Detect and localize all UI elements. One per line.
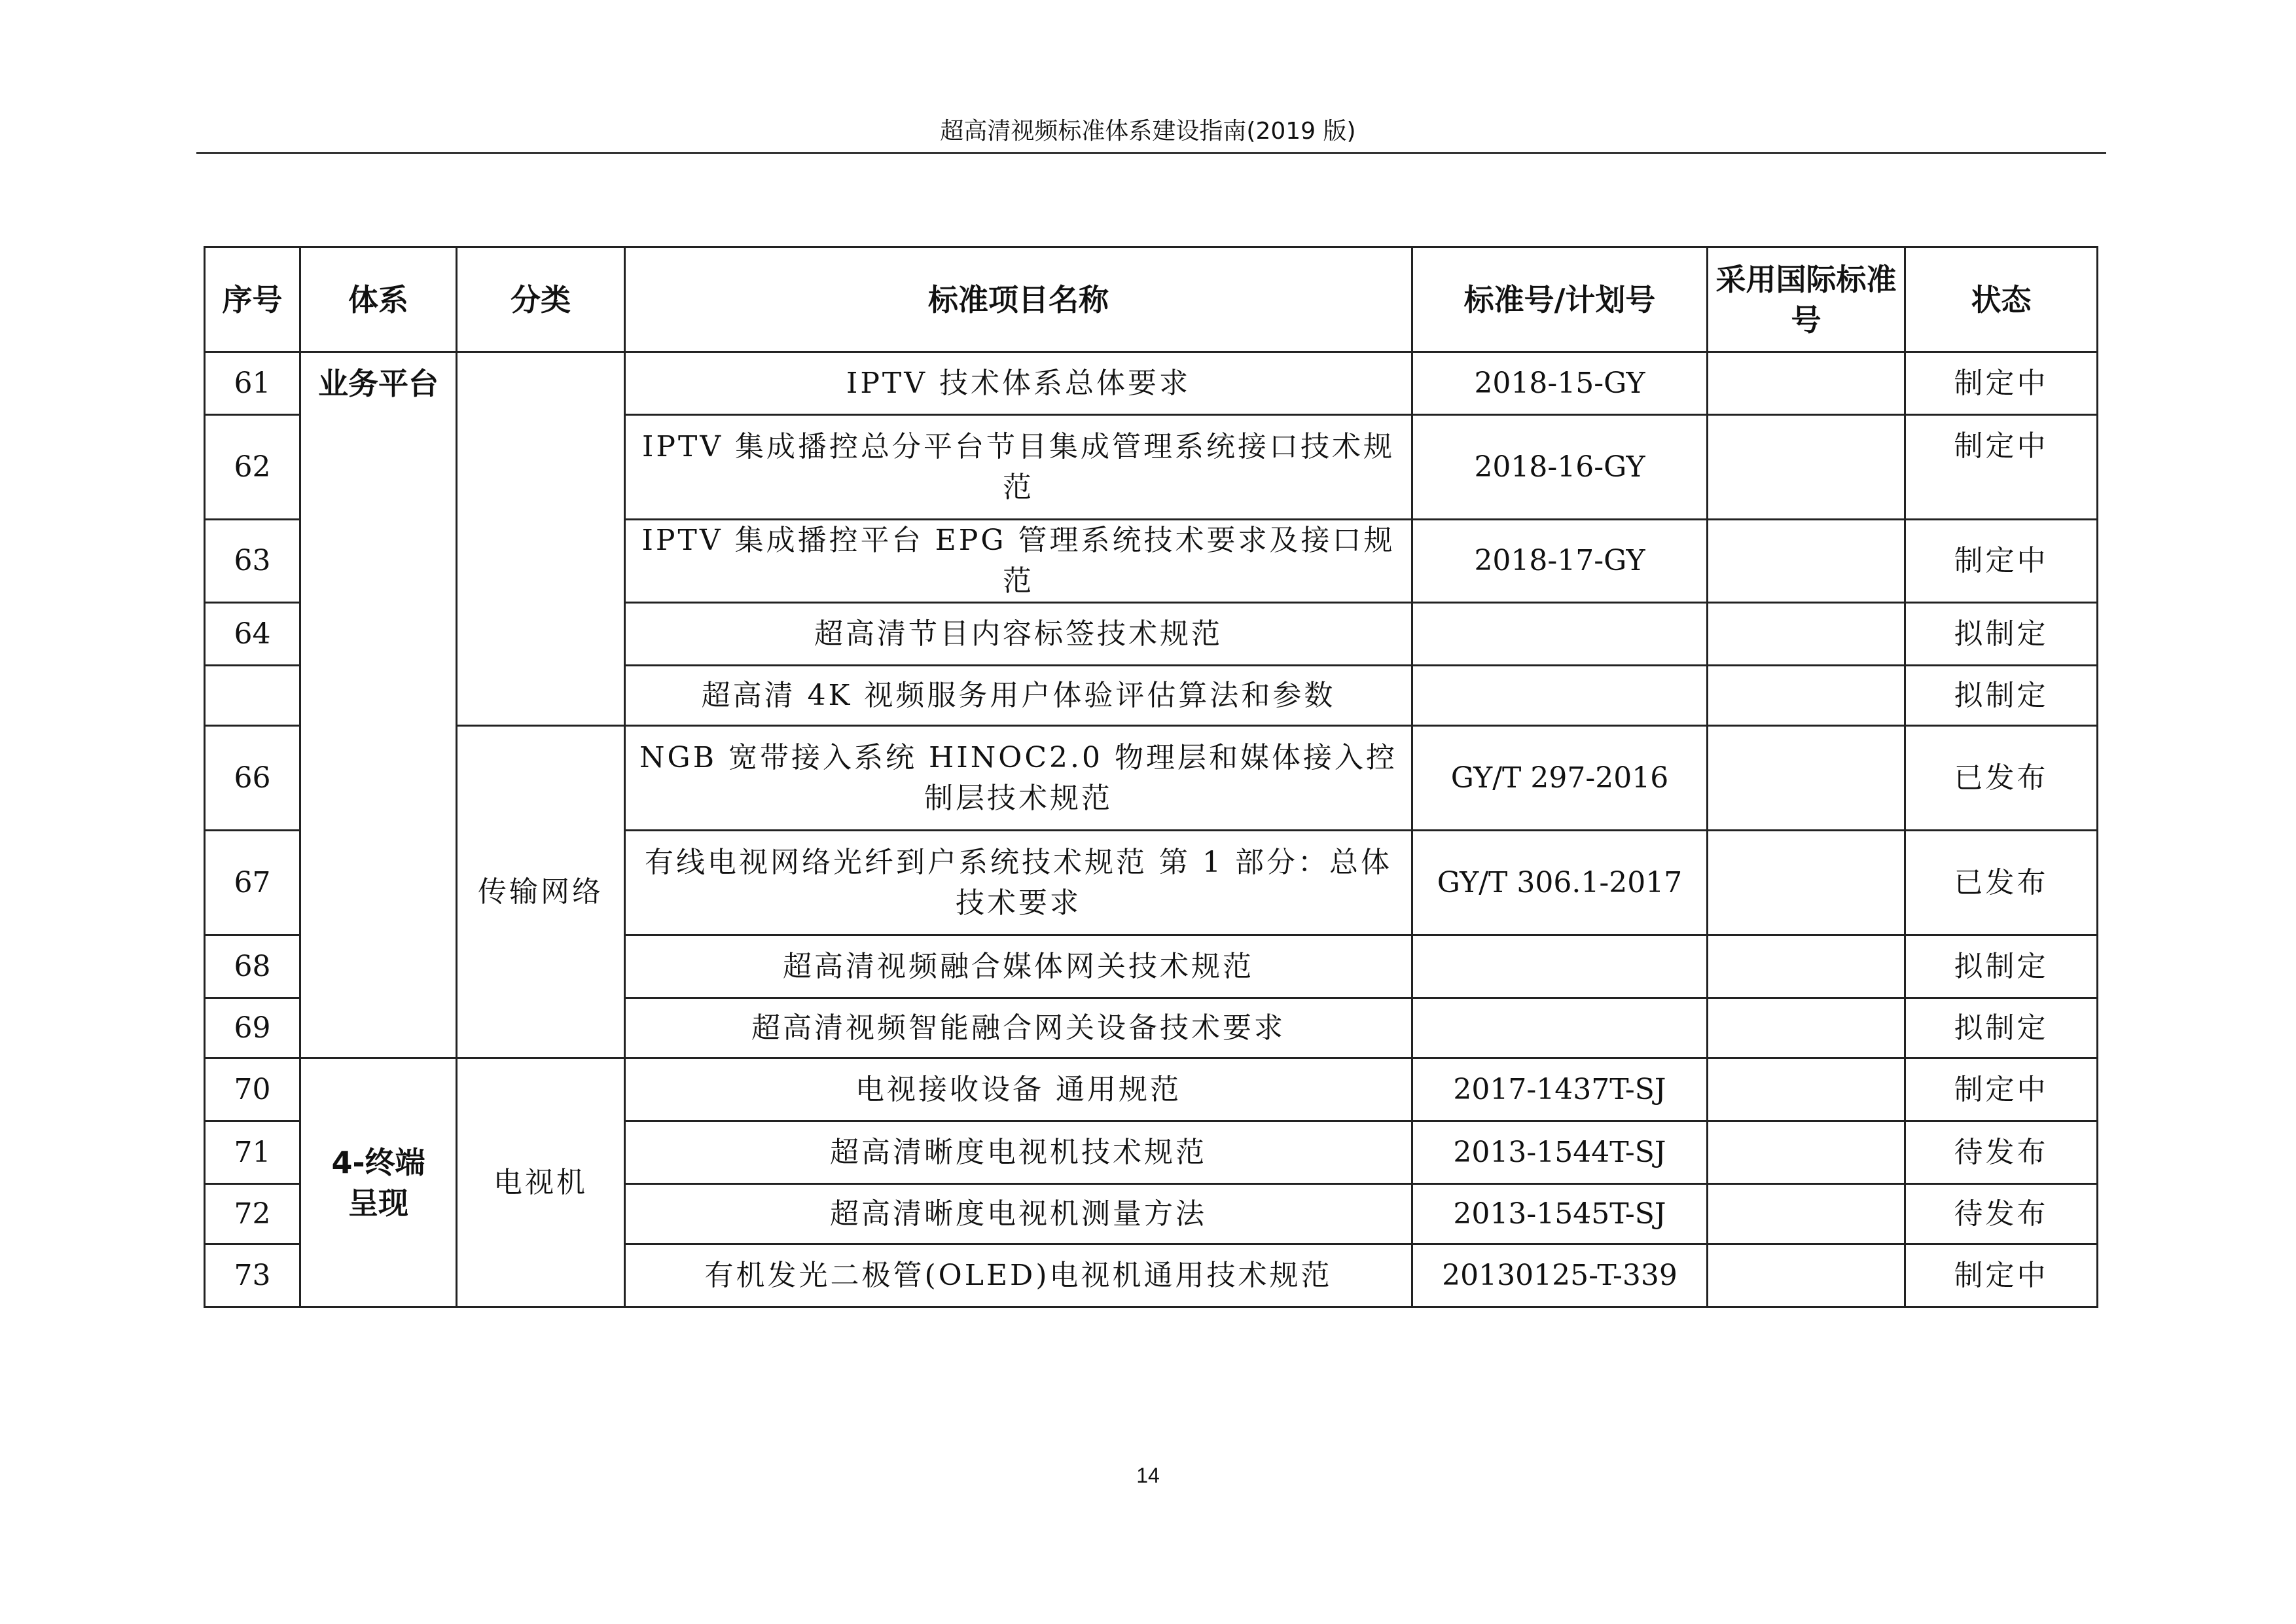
row-intl — [1708, 1184, 1905, 1244]
col-header-status: 状态 — [1905, 247, 2098, 352]
row-no: 62 — [205, 415, 300, 520]
row-intl — [1708, 1058, 1905, 1121]
row-no: 69 — [205, 998, 300, 1058]
row-status: 拟制定 — [1905, 998, 2098, 1058]
row-code: GY/T 306.1-2017 — [1412, 831, 1708, 935]
col-header-category: 分类 — [457, 247, 625, 352]
row-status: 制定中 — [1905, 1058, 2098, 1121]
row-status: 制定中 — [1905, 520, 2098, 603]
row-no: 67 — [205, 831, 300, 935]
row-intl — [1708, 352, 1905, 415]
row-code — [1412, 998, 1708, 1058]
category-cell: 电视机 — [457, 1058, 625, 1307]
system-cell: 4-终端呈现 — [300, 1058, 457, 1307]
row-code: GY/T 297-2016 — [1412, 726, 1708, 831]
row-intl — [1708, 603, 1905, 666]
row-status: 已发布 — [1905, 831, 2098, 935]
system-cell: 业务平台 — [300, 352, 457, 1058]
category-cell: 传输网络 — [457, 726, 625, 1058]
row-intl — [1708, 520, 1905, 603]
row-status: 拟制定 — [1905, 935, 2098, 998]
row-no: 61 — [205, 352, 300, 415]
row-status: 拟制定 — [1905, 603, 2098, 666]
row-intl — [1708, 726, 1905, 831]
standards-table — [204, 246, 2098, 1308]
row-no: 64 — [205, 603, 300, 666]
row-no: 68 — [205, 935, 300, 998]
table-row — [205, 726, 2098, 831]
row-status: 已发布 — [1905, 726, 2098, 831]
row-code: 2013-1544T-SJ — [1412, 1121, 1708, 1184]
row-code — [1412, 603, 1708, 666]
row-intl — [1708, 415, 1905, 520]
row-intl — [1708, 1121, 1905, 1184]
row-intl — [1708, 831, 1905, 935]
row-code: 2018-17-GY — [1412, 520, 1708, 603]
col-header-no: 序号 — [205, 247, 300, 352]
row-status: 待发布 — [1905, 1121, 2098, 1184]
col-header-system: 体系 — [300, 247, 457, 352]
row-name: IPTV 技术体系总体要求 — [625, 352, 1412, 415]
row-code: 20130125-T-339 — [1412, 1244, 1708, 1307]
category-cell-empty — [457, 352, 625, 726]
table-row — [205, 1058, 2098, 1121]
row-intl — [1708, 666, 1905, 726]
row-intl — [1708, 1244, 1905, 1307]
row-name: IPTV 集成播控平台 EPG 管理系统技术要求及接口规范 — [625, 520, 1412, 603]
row-intl — [1708, 998, 1905, 1058]
row-status: 制定中 — [1905, 1244, 2098, 1307]
row-code — [1412, 666, 1708, 726]
table-header-row — [205, 247, 2098, 352]
col-header-intl: 采用国际标准号 — [1708, 247, 1905, 352]
row-name: 电视接收设备 通用规范 — [625, 1058, 1412, 1121]
row-intl — [1708, 935, 1905, 998]
row-no: 63 — [205, 520, 300, 603]
row-name: 超高清节目内容标签技术规范 — [625, 603, 1412, 666]
row-no — [205, 666, 300, 726]
row-no: 66 — [205, 726, 300, 831]
col-header-code: 标准号/计划号 — [1412, 247, 1708, 352]
row-status: 待发布 — [1905, 1184, 2098, 1244]
row-no: 71 — [205, 1121, 300, 1184]
row-code — [1412, 935, 1708, 998]
row-name: IPTV 集成播控总分平台节目集成管理系统接口技术规范 — [625, 415, 1412, 520]
header-divider — [196, 152, 2106, 154]
row-name: 有线电视网络光纤到户系统技术规范 第 1 部分：总体技术要求 — [625, 831, 1412, 935]
row-no: 73 — [205, 1244, 300, 1307]
page-number: 14 — [1136, 1464, 1160, 1487]
row-code: 2017-1437T-SJ — [1412, 1058, 1708, 1121]
row-name: 超高清晰度电视机测量方法 — [625, 1184, 1412, 1244]
row-status: 制定中 — [1905, 352, 2098, 415]
row-code: 2013-1545T-SJ — [1412, 1184, 1708, 1244]
row-code: 2018-15-GY — [1412, 352, 1708, 415]
row-status: 拟制定 — [1905, 666, 2098, 726]
row-name: 超高清晰度电视机技术规范 — [625, 1121, 1412, 1184]
page-header-title: 超高清视频标准体系建设指南(2019 版) — [940, 118, 1356, 145]
row-code: 2018-16-GY — [1412, 415, 1708, 520]
row-name: 有机发光二极管(OLED)电视机通用技术规范 — [625, 1244, 1412, 1307]
table-row — [205, 352, 2098, 415]
row-name: NGB 宽带接入系统 HINOC2.0 物理层和媒体接入控制层技术规范 — [625, 726, 1412, 831]
row-name: 超高清视频融合媒体网关技术规范 — [625, 935, 1412, 998]
row-status: 制定中 — [1905, 415, 2098, 520]
row-no: 70 — [205, 1058, 300, 1121]
row-name: 超高清视频智能融合网关设备技术要求 — [625, 998, 1412, 1058]
col-header-name: 标准项目名称 — [625, 247, 1412, 352]
row-name: 超高清 4K 视频服务用户体验评估算法和参数 — [625, 666, 1412, 726]
row-no: 72 — [205, 1184, 300, 1244]
